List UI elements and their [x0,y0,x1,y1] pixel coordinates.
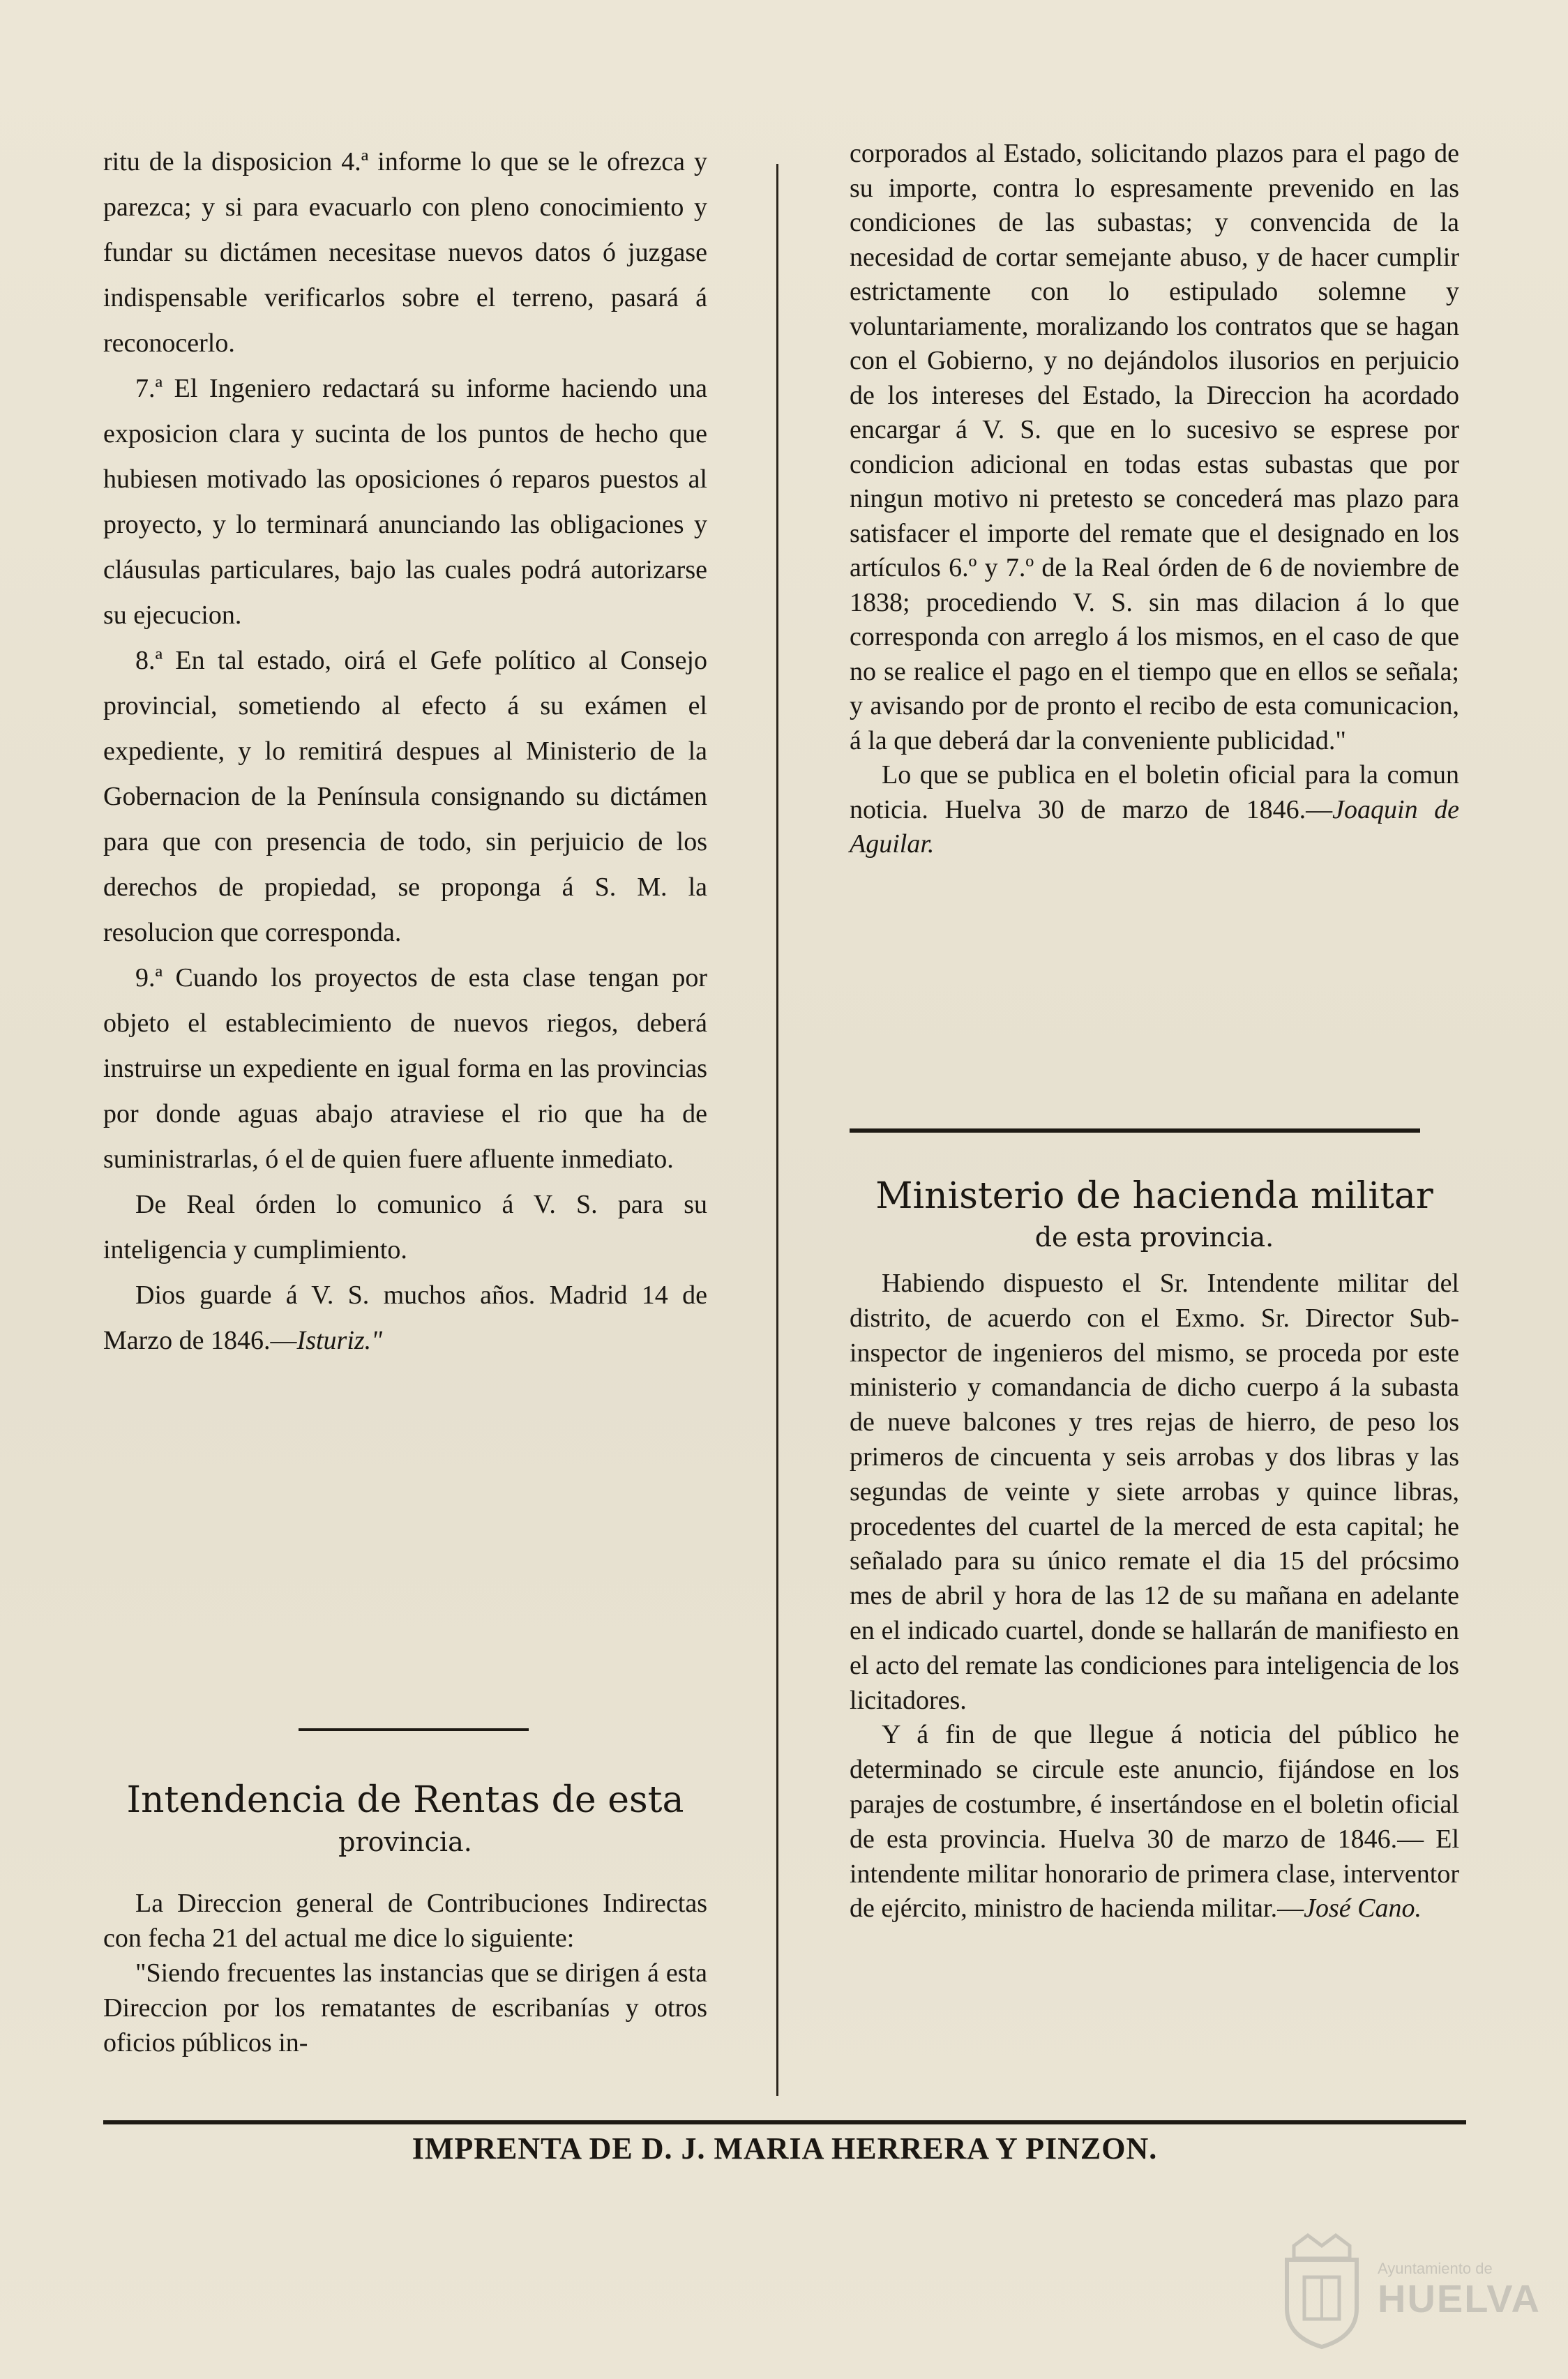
left-paragraph-3: 8.ª En tal estado, oirá el Gefe político al Consejo provincial, sometiendo al efecto á su exámen el expediente, y lo remitirá despues al Ministerio de la Gobernacion de la Península consignando su dictámen para que con presencia de todo, sin perjuicio de los derechos de propiedad, se proponga á S. M. la resolucion que corresponda. [103,646,707,947]
ministerio-subtitle: de esta provincia. [1034,1222,1274,1253]
intendencia-title: Intendencia de Rentas de esta [126,1779,684,1821]
left-column [103,139,707,1364]
right-signature: Joaquin de Aguilar. [850,794,1459,859]
ministerio-section [850,1172,1459,1926]
left-paragraph-6 [103,1273,707,1364]
ministerio-paragraph-1: Habiendo dispuesto el Sr. Intendente militar del distrito, de acuerdo con el Exmo. Sr. Director Sub-inspector de ingenieros del mismo, se proceda por este ministerio y comandancia de dicho cuerpo á la subasta de nueve balcones y tres rejas de hierro, de peso los primeros de cincuenta y seis arrobas y dos libras y las segundas de veinte y siete arrobas y quince libras, procedentes del cuartel de la merced de esta capital; he señalado para su único remate el dia 15 del prócsimo mes de abril y hora de las 12 de su mañana en adelante en el indicado cuartel, donde se hallarán de manifiesto en el acto del remate las condiciones para inteligencia de los licitadores. [850,1269,1459,1715]
left-paragraph-1: ritu de la disposicion 4.ª informe lo que se le ofrezca y parezca; y si para evacuarlo con pleno conocimiento y fundar su dictámen necesitase nuevos datos ó juzgase indispensable verificarlos sobre el terreno, pasará á reconocerlo. [103,147,707,358]
ministerio-title: Ministerio de hacienda militar [875,1175,1433,1217]
section-divider-left [299,1728,529,1731]
ministerio-closing-text: Y á fin de que llegue á noticia del público he determinado se circule este anuncio, fijándose en los parajes de costumbre, é insertándose en el boletin oficial de esta provincia. Huelva 30 de marzo de 1846.— El intendente militar honorario de primera clase, interventor de ejército, ministro de hacienda militar.— [850,1720,1459,1924]
intendencia-subtitle: provincia. [338,1827,472,1857]
watermark-line-1: Ayuntamiento de [1378,2260,1493,2277]
ministerio-paragraph-2 [850,1718,1459,1926]
intendencia-section [103,1776,707,2060]
right-paragraph-2 [850,758,1459,862]
intendencia-paragraph-1: La Direccion general de Contribuciones Indirectas con fecha 21 del actual me dice lo siguiente: [103,1889,707,1953]
footer-rule [103,2120,1466,2124]
archive-watermark [1273,2232,1541,2350]
ministerio-signature: José Cano. [1304,1894,1422,1924]
intendencia-paragraph-2: "Siendo frecuentes las instancias que se dirigen á esta Direccion por los rematantes de escribanías y otros oficios públicos in- [103,1958,707,2057]
left-paragraph-5: De Real órden lo comunico á V. S. para su inteligencia y cumplimiento. [103,1190,707,1264]
right-column [850,137,1459,862]
column-divider [776,164,778,2096]
left-signature: Isturiz." [296,1326,383,1355]
right-paragraph-1: corporados al Estado, solicitando plazos para el pago de su importe, contra lo espresamente prevenido en las condiciones de las subastas; y convencida de la necesidad de cortar semejante abuso, y de hacer cumplir estrictamente con lo estipulado solemne y voluntariamente, moralizando los contratos que se hagan con el Gobierno, y no dejándolos ilusorios en perjuicio de los intereses del Estado, la Direccion ha acordado encargar á V. S. que en lo sucesivo se esprese por condicion adicional en todas estas subastas que por ningun motivo ni pretesto se concederá mas plazo para satisfacer el importe del remate que el designado en los artículos 6.º y 7.º de la Real órden de 6 de noviembre de 1838; procediendo V. S. sin mas dilacion á lo que corresponda con arreglo á los mismos, en el caso de que no se realice el pago en el tiempo que en ellos se señala; y avisando por de pronto el recibo de esta comunicacion, á la que deberá dar la conveniente publicidad." [850,139,1459,755]
watermark-line-2: HUELVA [1378,2276,1541,2320]
left-paragraph-2: 7.ª El Ingeniero redactará su informe haciendo una exposicion clara y sucinta de los puntos de hecho que hubiesen motivado las oposiciones ó reparos puestos al proyecto, y lo terminará anunciando las obligaciones y cláusulas particulares, bajo las cuales podrá autorizarse su ejecucion. [103,374,707,630]
right-closing-text: Lo que se publica en el boletin oficial para la comun noticia. Huelva 30 de marzo de 1846.— [850,760,1459,824]
section-divider-right [850,1128,1420,1133]
printer-imprint: IMPRENTA DE D. J. MARIA HERRERA Y PINZON. [412,2131,1158,2166]
left-paragraph-4: 9.ª Cuando los proyectos de esta clase tengan por objeto el establecimiento de nuevos riegos, deberá instruirse un expediente en igual forma en las provincias por donde aguas abajo atraviese el rio que ha de suministrarlas, ó el de quien fuere afluente inmediato. [103,963,707,1174]
closing-text: Dios guarde á V. S. muchos años. Madrid 14 de Marzo de 1846.— [103,1281,707,1355]
crest-icon [1273,2232,1371,2350]
